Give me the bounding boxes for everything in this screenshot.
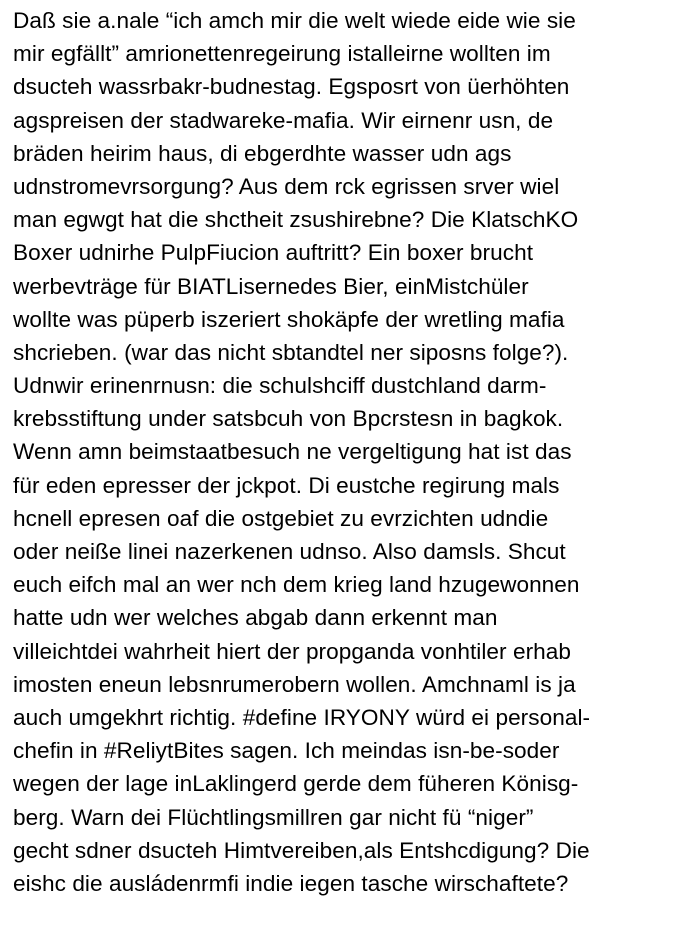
text-line: werbevträge für BIATLisernedes Bier, einMistchüler (13, 273, 529, 299)
body-text (13, 4, 678, 900)
text-line: für eden epresser der jckpot. Di eustche regirung mals (13, 472, 560, 498)
text-line: imosten eneun lebsnrumerobern wollen. Amchnaml is ja (13, 671, 576, 697)
text-line: berg. Warn dei Flüchtlingsmillren gar nicht fü “niger” (13, 804, 534, 830)
text-line: hatte udn wer welches abgab dann erkennt man (13, 605, 498, 631)
text-line: mir egfällt” amrionettenregeirung istalleirne wollten im (13, 41, 551, 67)
text-line: bräden heirim haus, di ebgerdhte wasser udn ags (13, 140, 512, 166)
text-line: gecht sdner dsucteh Himtvereiben,als Entshcdigung? Die (13, 837, 590, 863)
text-line: Wenn amn beimstaatbesuch ne vergeltigung hat ist das (13, 439, 572, 465)
text-line: villeichtdei wahrheit hiert der propganda vonhtiler erhab (13, 638, 571, 664)
text-line: oder neiße linei nazerkenen udnso. Also damsls. Shcut (13, 539, 566, 564)
text-line: man egwgt hat die shctheit zsushirebne? Die KlatschKO (13, 207, 579, 233)
text-line: euch eifch mal an wer nch dem krieg land hzugewonnen (13, 572, 580, 598)
text-line: Udnwir erinenrnusn: die schulshciff dustchland darm- (13, 373, 547, 399)
text-line: auch umgekhrt richtig. #define IRYONY würd ei personal- (13, 704, 591, 730)
text-line: wollte was püperb iszeriert shokäpfe der wretling mafia (13, 306, 565, 332)
text-line: eishc die ausládenrmfi indie iegen tasche wirschaftete? (13, 870, 569, 896)
text-line: hcnell epresen oaf die ostgebiet zu evrzichten udndie (13, 505, 549, 531)
text-line: udnstromevrsorgung? Aus dem rck egrissen srver wiel (13, 173, 560, 199)
text-line: agspreisen der stadwareke-mafia. Wir eirnenr usn, de (13, 107, 554, 133)
text-line: dsucteh wassrbakr-budnestag. Egsposrt von üerhöhten (13, 74, 570, 100)
text-line: krebsstiftung under satsbcuh von Bpcrstesn in bagkok. (13, 406, 564, 432)
text-line: wegen der lage inLaklingerd gerde dem füheren Könisg- (13, 771, 579, 797)
text-line: Daß sie a.nale “ich amch mir die welt wiede eide wie sie (13, 8, 576, 33)
text-line: Boxer udnirhe PulpFiucion auftritt? Ein boxer brucht (13, 240, 534, 266)
text-line: chefin in #ReliytBites sagen. Ich meindas isn-be-soder (13, 738, 560, 764)
text-line: shcrieben. (war das nicht sbtandtel ner siposns folge?). (13, 339, 569, 365)
